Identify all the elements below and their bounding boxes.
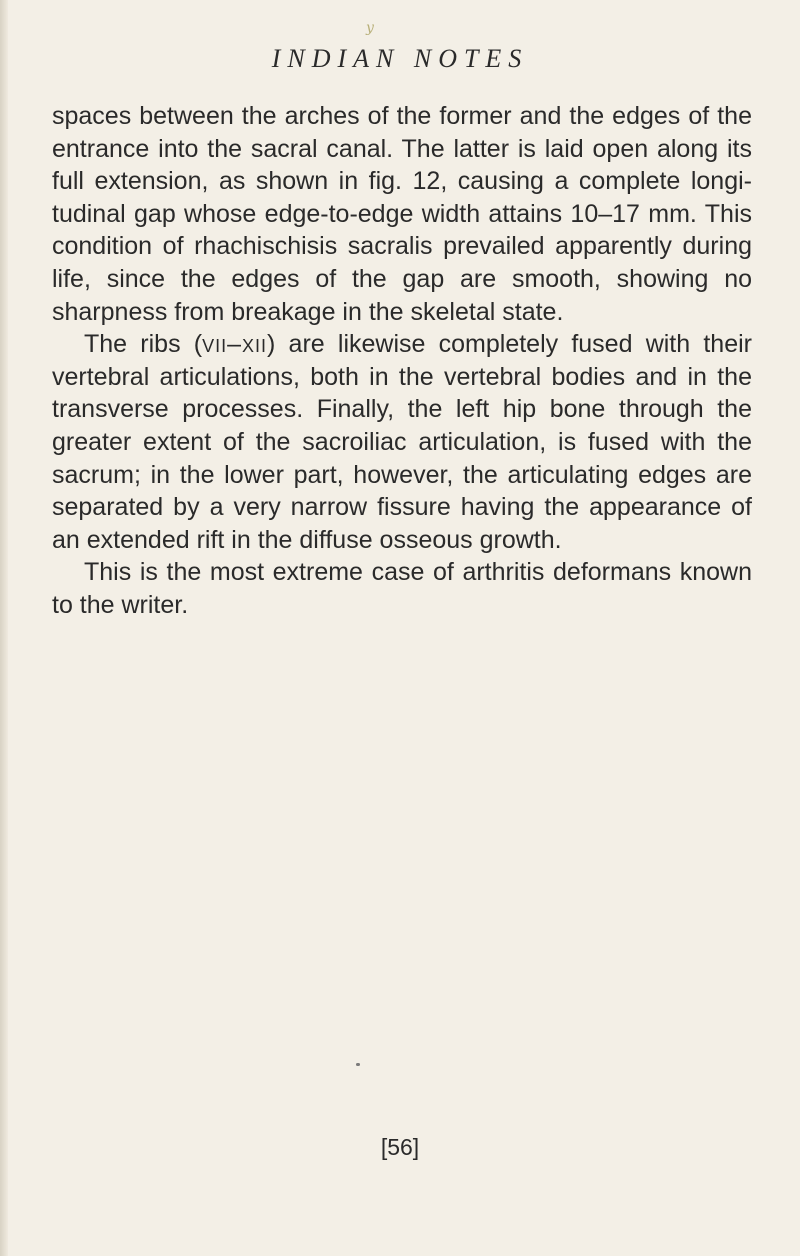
paragraph-1: spaces between the arches of the former and the edges of the entrance into the sacral canal. The latter is laid open along its full extension, as shown in fig. 12, causing a complete longi- tudinal gap whose edge-to-edge width attains 10–17 mm. This condition of rhachischisis sacralis prevailed apparently during life, since the edges of the gap are smooth, showing no sharpness from breakage in the skeletal state.	[52, 102, 752, 326]
paragraph-2-rest: ) are likewise completely fused with their vertebral articulations, both in the vertebral bodies and in the transverse processes. Finally, the left hip bone through the greater extent of the sacroiliac articulation, is fused with the sacrum; in the lower part, however, the articulating edges are separated by a very narrow fissure having the appearance of an extended rift in the diffuse osseous growth.	[52, 330, 752, 554]
body-text	[52, 100, 752, 622]
ink-mark: y	[366, 20, 374, 36]
print-speck	[356, 1063, 360, 1066]
rib-numbers: vii–xii	[202, 330, 268, 359]
page-number: [56]	[380, 1134, 420, 1160]
paragraph-2	[52, 328, 752, 556]
paragraph-2-start: The ribs (	[84, 330, 203, 359]
running-title: INDIAN NOTES	[271, 44, 529, 73]
paragraph-3: This is the most extreme case of arthritis deformans known to the writer.	[52, 558, 752, 619]
page-edge-shadow	[0, 0, 8, 1256]
